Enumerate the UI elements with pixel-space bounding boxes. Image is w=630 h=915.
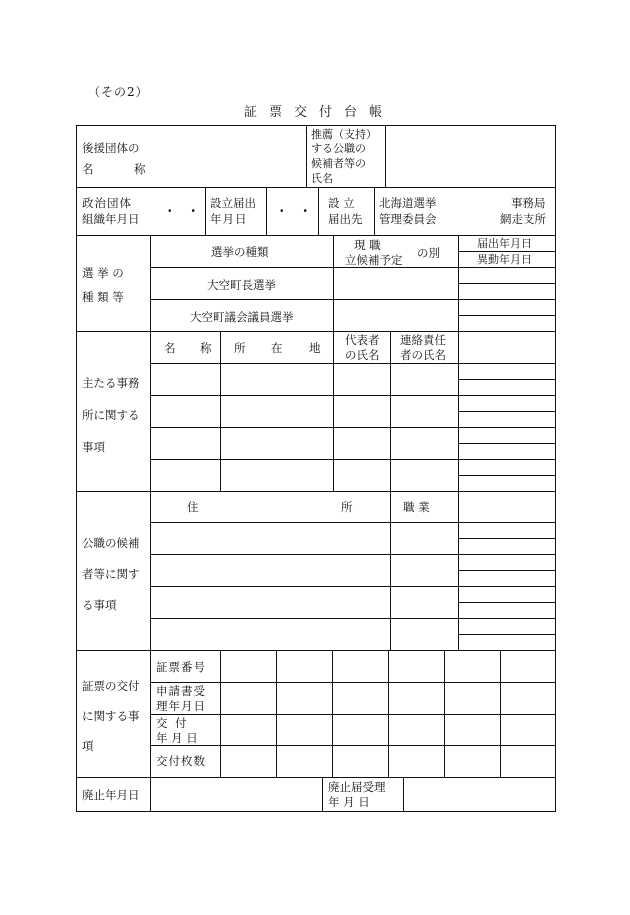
election-committee-line2: 管理委員会 xyxy=(379,212,437,226)
issue-date-label-line1: 交 付 xyxy=(156,716,189,730)
candidate-address-header-a: 住 xyxy=(187,500,199,514)
abashiri-branch-label: 網走支所 xyxy=(500,212,546,226)
contact-header-line1: 連絡責任 xyxy=(400,333,446,347)
form-title: 証票交付台帳 xyxy=(243,105,394,120)
office-label-line2: 所に関する xyxy=(82,408,140,422)
abolish-receipt-label-line1: 廃止届受理 xyxy=(328,780,386,794)
abolish-receipt-label-line2: 年 月 日 xyxy=(328,795,370,809)
candidate-address-header-b: 所 xyxy=(341,500,353,514)
representative-header-line1: 代表者 xyxy=(345,333,380,347)
org-date-label-line2: 組織年月日 xyxy=(82,212,140,226)
application-date-label-line2: 理年月日 xyxy=(156,699,206,713)
certificate-number-label: 証票番号 xyxy=(156,660,206,674)
occupation-header: 職 業 xyxy=(403,500,430,514)
election-type-header: 選挙の種類 xyxy=(211,245,269,259)
office-name-header-b: 称 xyxy=(200,341,212,355)
office-address-header-a: 所 xyxy=(234,341,246,355)
secretariat-label: 事務局 xyxy=(511,196,546,210)
est-destination-label-line1: 設 立 xyxy=(328,196,355,210)
candidate-recommend-label-line1: 推薦（支持） xyxy=(311,128,377,141)
office-label-line1: 主たる事務 xyxy=(82,376,140,390)
candidate-label-line2: 者等に関す xyxy=(82,567,140,581)
change-date-header: 異動年月日 xyxy=(477,253,532,266)
certificate-label-line3: 項 xyxy=(82,739,94,753)
support-group-label-line2b: 称 xyxy=(134,162,146,176)
office-address-header-c: 地 xyxy=(309,341,321,355)
report-date-header: 届出年月日 xyxy=(477,237,532,250)
org-date-label-line1: 政治団体 xyxy=(82,196,132,210)
certificate-label-line1: 証票の交付 xyxy=(82,679,140,693)
office-label-line3: 事項 xyxy=(82,440,105,454)
election-label-line2: 種 類 等 xyxy=(82,290,124,304)
candidate-label-line1: 公職の候補 xyxy=(82,536,140,550)
contact-header-line2: 者の氏名 xyxy=(400,348,446,362)
election-type-mayor: 大空町長選挙 xyxy=(207,278,276,292)
support-group-label-line1: 後援団体の xyxy=(82,141,140,155)
office-name-header-a: 名 xyxy=(164,341,176,355)
status-header-line1: 現 職 xyxy=(354,238,381,252)
candidate-recommend-label-line3: 候補者等の xyxy=(311,157,366,170)
org-date-separator-dots: ・ ・ xyxy=(164,204,204,218)
abolish-date-label: 廃止年月日 xyxy=(82,788,140,802)
issue-count-label: 交付枚数 xyxy=(156,754,206,768)
est-report-date-label-line1: 設立届出 xyxy=(210,196,256,210)
est-date-separator-dots: ・ ・ xyxy=(276,204,316,218)
representative-header-line2: の氏名 xyxy=(345,348,380,362)
candidate-label-line3: る事項 xyxy=(82,598,117,612)
est-destination-label-line2: 届出先 xyxy=(328,212,363,226)
status-header-line2: 立候補予定 xyxy=(345,253,403,267)
est-report-date-label-line2: 年月日 xyxy=(210,212,248,226)
election-committee-line1: 北海道選挙 xyxy=(379,196,437,210)
certificate-label-line2: に関する事 xyxy=(82,709,140,723)
election-type-council: 大空町議会議員選挙 xyxy=(190,310,294,324)
candidate-recommend-label-line2: する公職の xyxy=(311,142,366,155)
application-date-label-line1: 申請書受 xyxy=(156,684,206,698)
form-note: （その2） xyxy=(88,85,149,99)
support-group-label-line2a: 名 xyxy=(82,162,94,176)
election-label-line1: 選 挙 の xyxy=(82,266,124,280)
office-address-header-b: 在 xyxy=(271,341,283,355)
form-outer-frame xyxy=(77,126,556,812)
candidate-recommend-label-line4: 氏名 xyxy=(311,172,333,185)
status-header-suffix: の別 xyxy=(417,246,440,260)
issue-date-label-line2: 年 月 日 xyxy=(156,731,198,745)
